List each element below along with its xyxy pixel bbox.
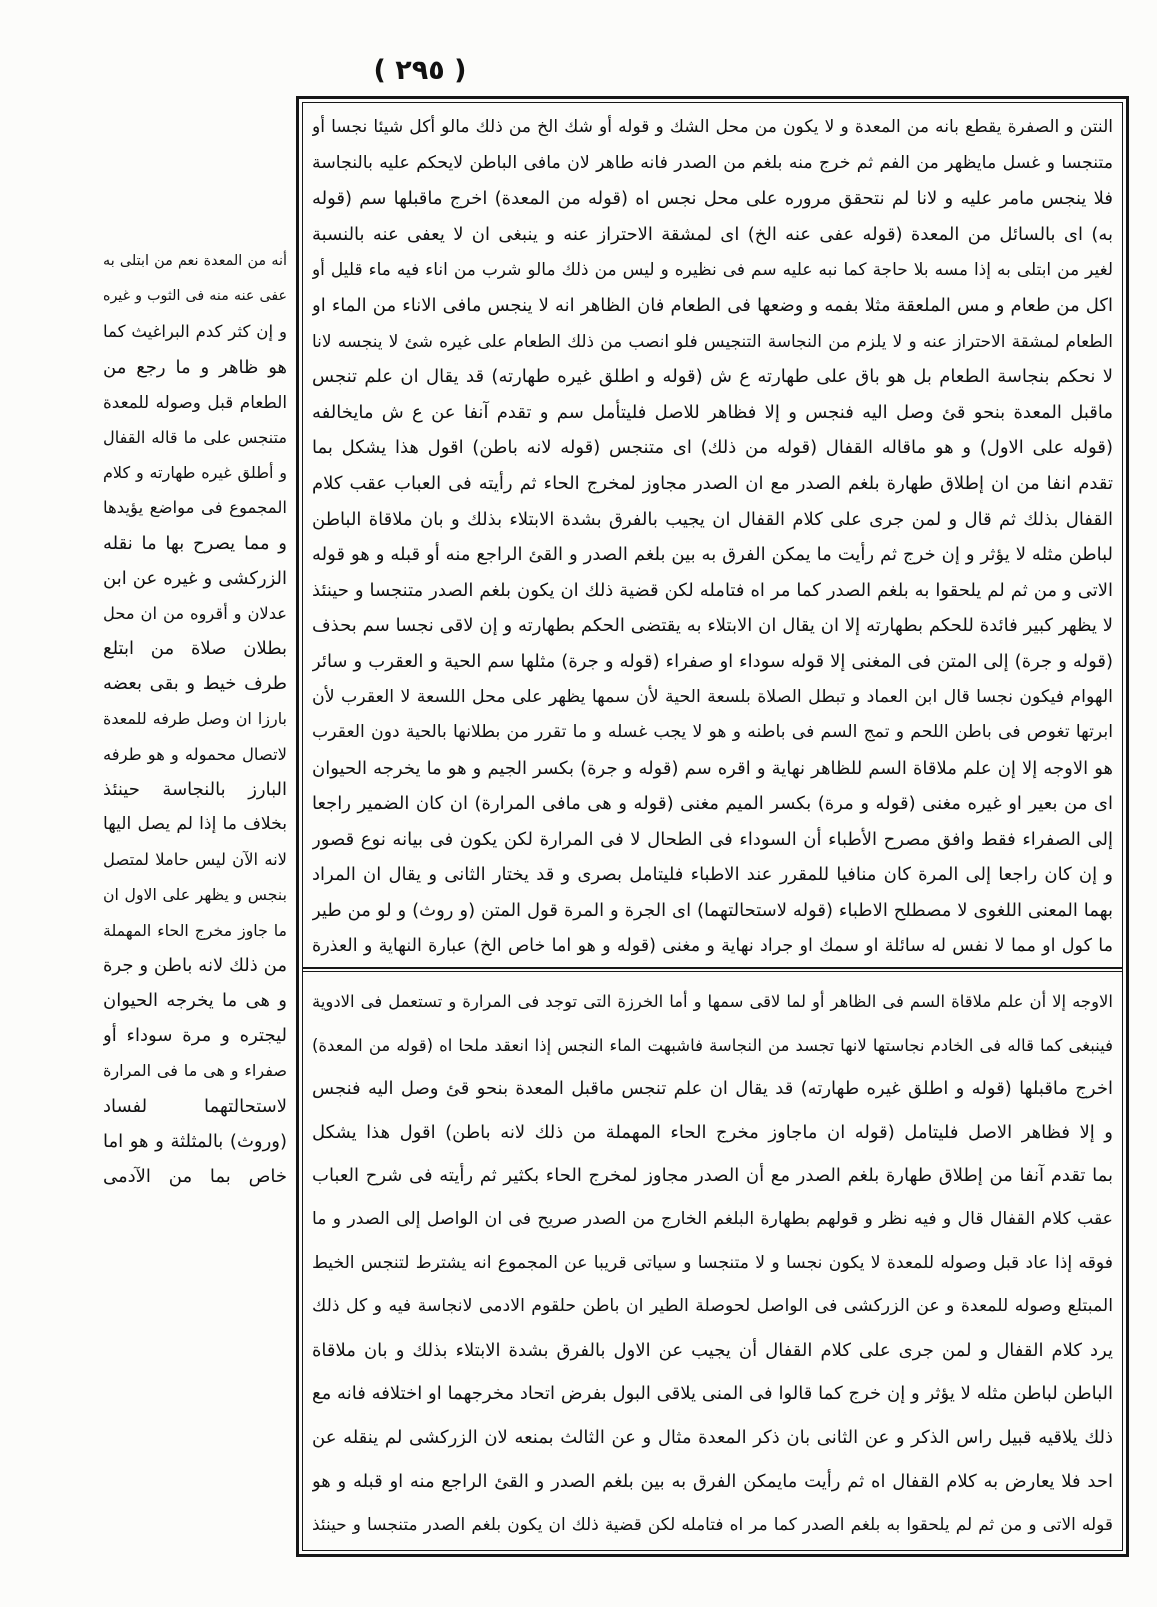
text-line: لغير من ابتلى به إذا مسه بلا حاجة كما نبه عليه سم فى نظيره و ليس من ذلك مالو شرب من اناء فيه ماء قليل أو <box>312 259 1113 280</box>
margin-line: عفى عنه منه فى الثوب و غيره <box>103 288 287 305</box>
margin-line: و إن كثر كدم البراغيث كما <box>103 322 287 342</box>
text-line: الاتى و من ثم لم يلحقوا به بلغم الصدر كما مر اه فتامله لكن قضية ذلك ان يكون بلغم الصدر متنجسا و حينئذ <box>312 579 1113 601</box>
text-line: تقدم انفا من ان إطلاق طهارة بلغم الصدر مع ان الصدر مجاوز لمخرج الحاء ثم رأيته فى العباب عقب كلام <box>312 472 1113 494</box>
text-line: (قوله و جرة) إلى المتن فى المغنى إلا قوله سوداء او صفراء (قوله و جرة) مثلها سم الحية و العقرب و سائر <box>312 650 1113 672</box>
text-line: فوقه إذا عاد قبل وصوله للمعدة لا يكون نجسا و لا متنجسا و سياتى قريبا عن المجموع انه يشترط لتنجس الخيط <box>312 1252 1113 1273</box>
text-line: ما كول او مما لا نفس له سائلة او سمك او جراد نهاية و مغنى (قوله و هو اما خاص الخ) عبارة النهاية و العذرة <box>312 935 1113 956</box>
margin-line: لاستحالتهما لفساد <box>103 1095 287 1117</box>
margin-commentary <box>103 244 287 1194</box>
margin-line: خاص بما من الآدمى <box>103 1165 287 1187</box>
margin-line: و هى ما يخرجه الحيوان <box>103 989 287 1011</box>
text-line: ماقبل المعدة بنحو قئ وصل اليه فنجس و إلا فظاهر للاصل فليتأمل سم و تقدم آنفا عن ع ش مايخالفه <box>312 401 1113 423</box>
text-line: هو الاوجه إلا إن علم ملاقاة السم للظاهر نهاية و اقره سم (قوله و جرة) بكسر الجيم و هو ما يخرجه الحيوان <box>312 757 1113 779</box>
margin-line: و مما يصرح بها ما نقله <box>103 532 287 554</box>
text-line: ابرتها تغوص فى باطن اللحم و تمج السم فى باطنه و هو لا يجب غسله و ما تقرر من بطلانها بالحية دون العقرب <box>312 722 1113 743</box>
margin-line: طرف خيط و بقى بعضه <box>103 673 287 695</box>
text-line: به) اى بالسائل من المعدة (قوله عفى عنه الخ) اى لمشقة الاحتراز عنه و ينبغى ان لا يعفى عنه بالنسبة <box>312 223 1113 245</box>
margin-line: و أطلق غيره طهارته و كلام <box>103 463 287 483</box>
margin-line: بطلان صلاة من ابتلع <box>103 638 287 660</box>
margin-line: لاتصال محموله و هو طرفه <box>103 744 287 764</box>
margin-line: (وروث) بالمثلثة و هو اما <box>103 1130 287 1152</box>
text-line: اى من بعير او غيره مغنى (قوله و مرة) بكسر الميم مغنى (قوله و هى مافى المرارة) ان كان الضمير راجعا <box>312 793 1113 815</box>
text-line: فلا ينجس مامر عليه و لانا لم نتحقق مروره على محل نجس اه (قوله من المعدة) اخرج ماقبلها سم (قوله <box>312 188 1113 210</box>
text-line: الباطن لباطن مثله لا يؤثر و إن خرج كما قالوا فى المنى يلاقى البول بفرض اتحاد مخرجهما او اختلافه فانه مع <box>312 1383 1113 1405</box>
text-line: القفال بذلك ثم قال و لمن جرى على كلام القفال ان يجيب بالفرق بشدة الابتلاء بذلك و بان ملاقاة الباطن <box>312 508 1113 530</box>
text-line: و إلا فظاهر الاصل فليتامل (قوله ان ماجاوز مخرج الحاء المهملة من ذلك لانه باطن) اقول هذا يشكل <box>312 1121 1113 1143</box>
text-line: الطعام لمشقة الاحتراز عنه و لا يلزم من النجاسة التنجيس فلو انصب من ذلك الطعام على غيره شئ لا ينجسه لانا <box>312 330 1113 351</box>
lower-commentary <box>312 980 1113 1547</box>
text-line: الهوام فيكون نجسا قال ابن العماد و تبطل الصلاة بلسعة الحية لأن سمها يظهر على محل اللسعة لا العقرب لأن <box>312 686 1113 707</box>
text-line: عقب كلام القفال قال و فيه نظر و قولهم بطهارة البلغم الخارج من الصدر صريح فى ان الواصل إلى الصدر و ما <box>312 1208 1113 1229</box>
margin-line: الزركشى و غيره عن ابن <box>103 567 287 589</box>
text-line: بهما المعنى اللغوى لا مصطلح الاطباء (قوله لاستحالتهما) اى الجرة و المرة قول المتن (و روث) و لو من طير <box>312 900 1113 922</box>
text-line: النتن و الصفرة يقطع بانه من المعدة و لا يكون من محل الشك و قوله أو شك الخ من ذلك مالو أكل شيئا نجسا أو <box>312 117 1113 137</box>
text-line: (قوله على الاول) و هو ماقاله القفال (قوله من ذلك) اى متنجس (قوله لانه باطن) اقول هذا يشكل بما <box>312 437 1113 459</box>
margin-line: من ذلك لانه باطن و جرة <box>103 954 287 976</box>
margin-line: المجموع فى مواضع يؤيدها <box>103 498 287 518</box>
margin-line: صفراء و هى ما فى المرارة <box>103 1061 287 1081</box>
margin-line: هو ظاهر و ما رجع من <box>103 356 287 378</box>
text-line: احد فلا يعارض به كلام القفال اه ثم رأيت مايمكن الفرق به بين بلغم الصدر و القئ الراجع منه او قبله و هو <box>312 1470 1113 1492</box>
margin-line: الطعام قبل وصوله للمعدة <box>103 391 287 412</box>
text-line: فينبغى كما قاله فى الخادم نجاستها لانها تجسد من النجاسة فاشبهت الماء النجس إذا انعقد ملحا اه (قوله من المعدة) <box>312 1035 1113 1055</box>
text-line: يرد كلام القفال و لمن جرى على كلام القفال أن يجيب عن الاول بالفرق بشدة الابتلاء بذلك و بان ملاقاة <box>312 1339 1113 1361</box>
text-line: و إن كان راجعا إلى المرة كان منافيا للمقرر عند الاطباء فليتامل بصرى و قد يختار الثانى و يقال ان المراد <box>312 864 1113 886</box>
text-line: متنجسا و غسل مايظهر من الفم ثم خرج منه بلغم من الصدر فانه طاهر لان مافى الباطن لايحكم عليه بالنجاسة <box>312 152 1113 173</box>
page-number: ( ٢٩٥ ) <box>373 55 467 86</box>
margin-line: ما جاوز مخرج الحاء المهملة <box>103 920 287 940</box>
margin-line: بارزا ان وصل طرفه للمعدة <box>103 709 287 729</box>
section-divider <box>302 967 1123 972</box>
text-line: الاوجه إلا أن علم ملاقاة السم فى الظاهر أو لما لاقى سمها و أما الخرزة التى توجد فى المرارة و تستعمل فى الادوية <box>312 992 1113 1011</box>
text-line: لباطن مثله لا يؤثر و إن خرج ثم رأيت ما يمكن الفرق به بين بلغم الصدر و القئ الراجع منه أو قبله و هو قوله <box>312 544 1113 566</box>
margin-line: متنجس على ما قاله القفال <box>103 427 287 447</box>
text-line: المبتلع وصوله للمعدة و عن الزركشى فى الواصل لحوصلة الطير ان باطن حلقوم الادمى لانجاسة فيه و كل ذلك <box>312 1296 1113 1317</box>
text-line: قوله الاتى و من ثم لم يلحقوا به بلغم الصدر كما مر اه فتامله لكن قضية ذلك ان يكون بلغم الصدر متنجسا و حينئذ <box>312 1514 1113 1535</box>
margin-line: عدلان و أقروه من ان محل <box>103 603 287 623</box>
upper-commentary <box>312 110 1113 964</box>
margin-line: أنه من المعدة نعم من ابتلى به <box>103 253 287 269</box>
text-line: ذلك يلاقيه قبيل راس الذكر و عن الثانى بان ذكر المعدة مثال و عن الثالث بمنعه لان الزركشى لم ينقله عن <box>312 1426 1113 1448</box>
text-line: إلى الصفراء فقط وافق مصرح الأطباء أن السوداء فى الطحال لا فى المرارة لكن يكون فى بيانه نوع قصور <box>312 828 1113 850</box>
margin-line: ليجتره و مرة سوداء أو <box>103 1025 287 1047</box>
margin-line: بخلاف ما إذا لم يصل اليها <box>103 814 287 834</box>
margin-line: لانه الآن ليس حاملا لمتصل <box>103 850 287 870</box>
margin-line: بنجس و يظهر على الاول ان <box>103 885 287 905</box>
text-line: اخرج ماقبلها (قوله و اطلق غيره طهارته) قد يقال ان علم تنجس ماقبل المعدة بنحو قئ وصل اليه فنجس <box>312 1078 1113 1100</box>
text-line: لا يظهر كبير فائدة للحكم بطهارته إلا ان يقال ان الابتلاء به يقتضى الحكم بطهارته و إن لاقى نجسا سم بحذف <box>312 615 1113 637</box>
text-line: لا نحكم بنجاسة الطعام بل هو باق على طهارته ع ش (قوله و اطلق غيره طهارته) قد يقال ان علم تنجس <box>312 366 1113 388</box>
text-line: اكل من طعام و مس الملعقة مثلا بفمه و وضعها فى الطعام فان الظاهر انه لا ينجس مافى الاناء من الماء او <box>312 294 1113 316</box>
margin-line: البارز بالنجاسة حينئذ <box>103 778 287 800</box>
text-line: بما تقدم آنفا من إطلاق طهارة بلغم الصدر مع أن الصدر مجاوز لمخرج الحاء بكثير ثم رأيته فى شرح العباب <box>312 1165 1113 1187</box>
